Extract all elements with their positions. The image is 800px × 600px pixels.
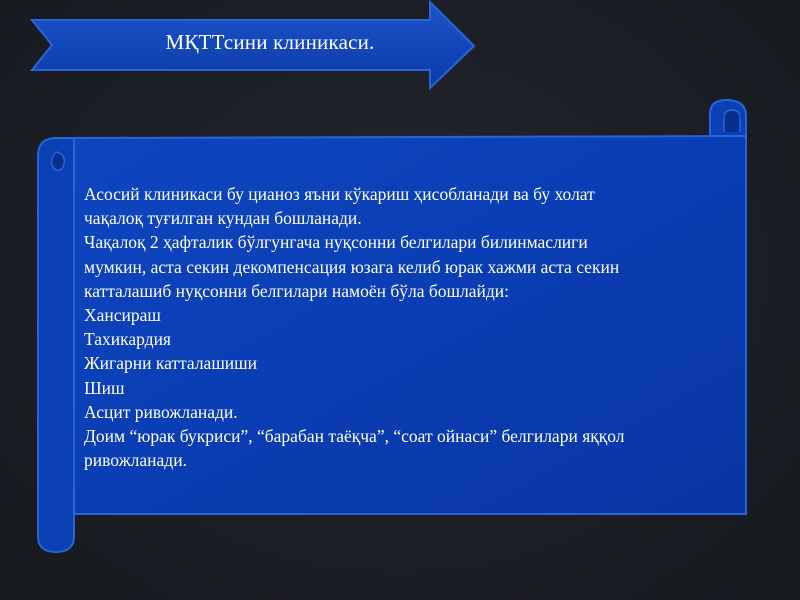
body-line: мумкин, аста секин декомпенсация юзага келиб юрак хажми аста секин bbox=[84, 256, 620, 277]
symptom-item: Хансираш bbox=[84, 305, 161, 326]
body-line: чақалоқ туғилган кундан бошланади. bbox=[84, 208, 362, 229]
body-line: ривожланади. bbox=[84, 450, 187, 471]
title-arrow-banner bbox=[30, 0, 478, 92]
body-line: катталашиб нуқсонни белгилари намоён бўла бошлайди: bbox=[84, 280, 510, 301]
symptom-item: Шиш bbox=[84, 377, 125, 398]
body-line: Чақалоқ 2 ҳафталик бўлгунгача нуқсонни белгилари билинмаслиги bbox=[84, 232, 588, 253]
body-line: Асосий клиникаси бу цианоз яъни кўкариш ҳисобланади ва бу холат bbox=[84, 184, 595, 204]
symptom-item: Асцит ривожланади. bbox=[84, 401, 238, 422]
slide-title: МҚТТсини клиникаси. bbox=[165, 30, 375, 54]
symptom-item: Жигарни катталашиши bbox=[84, 353, 258, 374]
symptom-item: Тахикардия bbox=[84, 329, 171, 350]
body-text bbox=[84, 182, 724, 472]
scroll-panel bbox=[34, 96, 754, 556]
body-line: Доим “юрак букриси”, “барабан таёқча”, “соат ойнаси” белгилари яққол bbox=[84, 426, 625, 447]
